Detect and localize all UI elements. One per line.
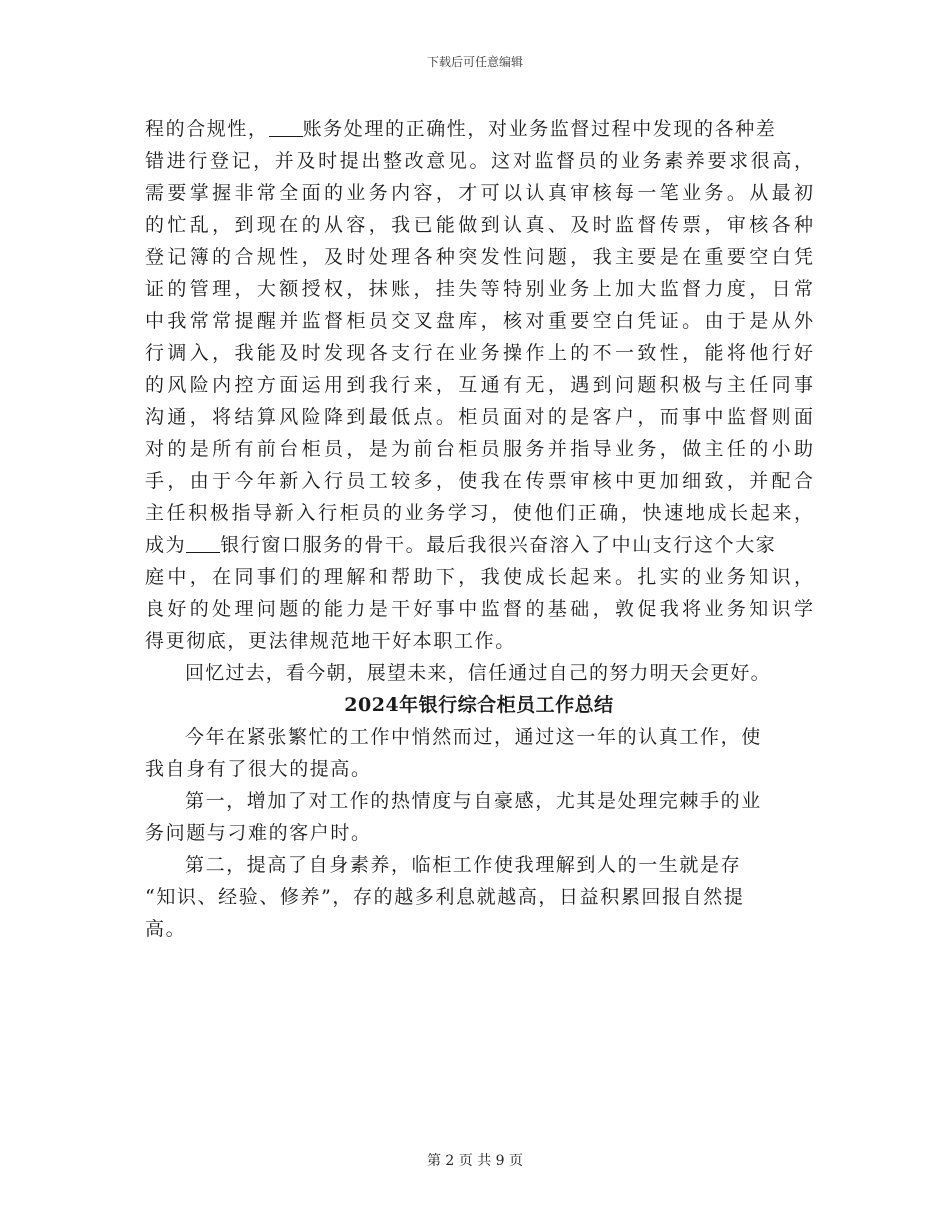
text-segment: 程的合规性， <box>145 118 269 140</box>
text-line: 登记簿的合规性，及时处理各种突发性问题，我主要是在重要空白凭 <box>145 246 813 268</box>
text-line: 主任积极指导新入行柜员的业务学习，使他们正确，快速地成长起来， <box>145 502 813 524</box>
text-line: 行调入，我能及时发现各支行在业务操作上的不一致性，能将他行好 <box>145 342 813 364</box>
text-line: 庭中，在同事们的理解和帮助下，我使成长起来。扎实的业务知识， <box>145 566 813 588</box>
paragraph-line: 第一，增加了对工作的热情度与自豪感，尤其是处理完棘手的业 <box>185 790 762 812</box>
paragraph-line: 今年在紧张繁忙的工作中悄然而过，通过这一年的认真工作，使 <box>185 726 762 748</box>
text-line: 沟通，将结算风险降到最低点。柜员面对的是客户，而事中监督则面 <box>145 406 813 428</box>
text-line: 的风险内控方面运用到我行来，互通有无，遇到问题积极与主任同事 <box>145 374 813 396</box>
paragraph-line: 回忆过去，看今朝，展望未来，信任通过自己的努力明天会更好。 <box>185 662 771 684</box>
page-footer: 第 2 页 共 9 页 <box>426 1153 524 1169</box>
document-body <box>145 113 813 945</box>
text-line: 的忙乱，到现在的从容，我已能做到认真、及时监督传票，审核各种 <box>145 214 813 236</box>
text-line: 需要掌握非常全面的业务内容，才可以认真审核每一笔业务。从最初 <box>145 182 813 204</box>
text-line: 务问题与刁难的客户时。 <box>145 822 372 844</box>
fill-blank <box>186 532 220 553</box>
text-segment: 成为 <box>145 534 187 556</box>
page-header: 下载后可任意编辑 <box>426 55 523 69</box>
text-line: 对的是所有前台柜员，是为前台柜员服务并指导业务，做主任的小助 <box>145 438 813 460</box>
text-line: 中我常常提醒并监督柜员交叉盘库，核对重要空白凭证。由于是从外 <box>145 310 813 332</box>
text-segment: 银行窗口服务的骨干。最后我很兴奋溶入了中山支行这个大家 <box>220 534 777 556</box>
text-line: 手，由于今年新入行员工较多，使我在传票审核中更加细致，并配合 <box>145 470 813 492</box>
fill-blank <box>269 116 303 137</box>
text-line: 得更彻底，更法律规范地干好本职工作。 <box>145 630 516 652</box>
text-line: 良好的处理问题的能力是干好事中监督的基础，敦促我将业务知识学 <box>145 598 813 620</box>
paragraph-line: 第二，提高了自身素养，临柜工作使我理解到人的一生就是存 <box>185 854 742 876</box>
text-line: “知识、经验、修养”，存的越多利息就越高，日益积累回报自然提 <box>145 886 745 908</box>
text-line <box>145 113 813 145</box>
text-line: 高。 <box>145 918 187 940</box>
text-line: 错进行登记，并及时提出整改意见。这对监督员的业务素养要求很高， <box>145 150 813 172</box>
text-line: 证的管理，大额授权，抹账，挂失等特别业务上加大监督力度，日常 <box>145 278 813 300</box>
text-segment: 账务处理的正确性，对业务监督过程中发现的各种差 <box>302 118 777 140</box>
text-line <box>145 529 813 561</box>
section-title: 2024年银行综合柜员工作总结 <box>344 694 614 716</box>
text-line: 我自身有了很大的提高。 <box>145 758 372 780</box>
